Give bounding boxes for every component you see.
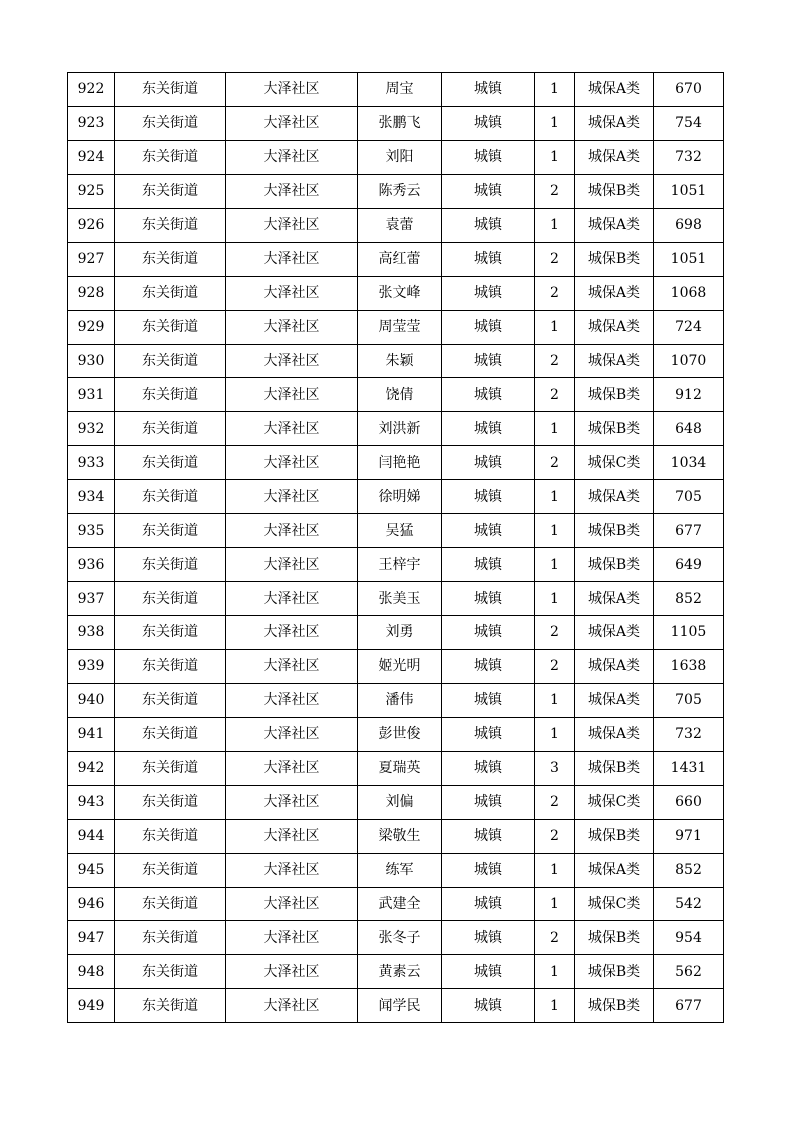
category-cell: 城保C类 xyxy=(575,887,654,921)
area-type-cell: 城镇 xyxy=(442,649,535,683)
category-cell: 城保B类 xyxy=(575,548,654,582)
area-type-cell: 城镇 xyxy=(442,174,535,208)
row-number: 948 xyxy=(68,955,115,989)
household-count-cell: 1 xyxy=(535,548,575,582)
row-number: 925 xyxy=(68,174,115,208)
table-row xyxy=(68,140,724,174)
row-number: 944 xyxy=(68,819,115,853)
name-cell: 武建全 xyxy=(358,887,442,921)
name-cell: 闻学民 xyxy=(358,989,442,1023)
street-cell: 东关街道 xyxy=(115,514,226,548)
table-row xyxy=(68,310,724,344)
category-cell: 城保A类 xyxy=(575,73,654,107)
community-cell: 大泽社区 xyxy=(226,480,358,514)
community-cell: 大泽社区 xyxy=(226,106,358,140)
household-count-cell: 2 xyxy=(535,446,575,480)
category-cell: 城保B类 xyxy=(575,819,654,853)
community-cell: 大泽社区 xyxy=(226,582,358,616)
name-cell: 张鹏飞 xyxy=(358,106,442,140)
table-row xyxy=(68,921,724,955)
household-count-cell: 1 xyxy=(535,73,575,107)
category-cell: 城保A类 xyxy=(575,276,654,310)
community-cell: 大泽社区 xyxy=(226,785,358,819)
household-count-cell: 1 xyxy=(535,989,575,1023)
community-cell: 大泽社区 xyxy=(226,819,358,853)
community-cell: 大泽社区 xyxy=(226,649,358,683)
household-count-cell: 1 xyxy=(535,412,575,446)
name-cell: 王梓宇 xyxy=(358,548,442,582)
amount-cell: 677 xyxy=(654,989,724,1023)
table-row xyxy=(68,582,724,616)
street-cell: 东关街道 xyxy=(115,751,226,785)
table-row xyxy=(68,751,724,785)
street-cell: 东关街道 xyxy=(115,955,226,989)
amount-cell: 732 xyxy=(654,140,724,174)
household-count-cell: 2 xyxy=(535,616,575,650)
category-cell: 城保A类 xyxy=(575,616,654,650)
household-count-cell: 2 xyxy=(535,276,575,310)
row-number: 935 xyxy=(68,514,115,548)
street-cell: 东关街道 xyxy=(115,582,226,616)
household-count-cell: 1 xyxy=(535,140,575,174)
amount-cell: 705 xyxy=(654,480,724,514)
street-cell: 东关街道 xyxy=(115,887,226,921)
area-type-cell: 城镇 xyxy=(442,412,535,446)
row-number: 949 xyxy=(68,989,115,1023)
community-cell: 大泽社区 xyxy=(226,921,358,955)
amount-cell: 648 xyxy=(654,412,724,446)
community-cell: 大泽社区 xyxy=(226,989,358,1023)
area-type-cell: 城镇 xyxy=(442,140,535,174)
community-cell: 大泽社区 xyxy=(226,242,358,276)
street-cell: 东关街道 xyxy=(115,378,226,412)
amount-cell: 677 xyxy=(654,514,724,548)
street-cell: 东关街道 xyxy=(115,106,226,140)
amount-cell: 562 xyxy=(654,955,724,989)
row-number: 928 xyxy=(68,276,115,310)
name-cell: 黄素云 xyxy=(358,955,442,989)
category-cell: 城保A类 xyxy=(575,140,654,174)
table-row xyxy=(68,378,724,412)
area-type-cell: 城镇 xyxy=(442,514,535,548)
household-count-cell: 1 xyxy=(535,887,575,921)
category-cell: 城保A类 xyxy=(575,208,654,242)
street-cell: 东关街道 xyxy=(115,208,226,242)
table-row xyxy=(68,785,724,819)
area-type-cell: 城镇 xyxy=(442,751,535,785)
name-cell: 彭世俊 xyxy=(358,717,442,751)
name-cell: 周莹莹 xyxy=(358,310,442,344)
table-row xyxy=(68,616,724,650)
street-cell: 东关街道 xyxy=(115,683,226,717)
name-cell: 周宝 xyxy=(358,73,442,107)
household-count-cell: 2 xyxy=(535,819,575,853)
table-row xyxy=(68,514,724,548)
name-cell: 梁敬生 xyxy=(358,819,442,853)
table-row xyxy=(68,649,724,683)
household-count-cell: 1 xyxy=(535,582,575,616)
street-cell: 东关街道 xyxy=(115,616,226,650)
community-cell: 大泽社区 xyxy=(226,887,358,921)
household-count-cell: 1 xyxy=(535,853,575,887)
name-cell: 高红蕾 xyxy=(358,242,442,276)
row-number: 933 xyxy=(68,446,115,480)
table-row xyxy=(68,548,724,582)
household-count-cell: 1 xyxy=(535,208,575,242)
table-row xyxy=(68,887,724,921)
row-number: 941 xyxy=(68,717,115,751)
household-count-cell: 2 xyxy=(535,344,575,378)
area-type-cell: 城镇 xyxy=(442,887,535,921)
amount-cell: 732 xyxy=(654,717,724,751)
community-cell: 大泽社区 xyxy=(226,140,358,174)
amount-cell: 954 xyxy=(654,921,724,955)
category-cell: 城保B类 xyxy=(575,514,654,548)
category-cell: 城保B类 xyxy=(575,989,654,1023)
category-cell: 城保A类 xyxy=(575,480,654,514)
street-cell: 东关街道 xyxy=(115,921,226,955)
amount-cell: 1034 xyxy=(654,446,724,480)
table-row xyxy=(68,819,724,853)
amount-cell: 724 xyxy=(654,310,724,344)
table-row xyxy=(68,106,724,140)
community-cell: 大泽社区 xyxy=(226,73,358,107)
household-count-cell: 3 xyxy=(535,751,575,785)
name-cell: 张文峰 xyxy=(358,276,442,310)
street-cell: 东关街道 xyxy=(115,344,226,378)
street-cell: 东关街道 xyxy=(115,73,226,107)
community-cell: 大泽社区 xyxy=(226,208,358,242)
table-row xyxy=(68,717,724,751)
street-cell: 东关街道 xyxy=(115,242,226,276)
row-number: 929 xyxy=(68,310,115,344)
area-type-cell: 城镇 xyxy=(442,819,535,853)
household-count-cell: 2 xyxy=(535,785,575,819)
row-number: 924 xyxy=(68,140,115,174)
amount-cell: 660 xyxy=(654,785,724,819)
household-count-cell: 1 xyxy=(535,683,575,717)
row-number: 930 xyxy=(68,344,115,378)
community-cell: 大泽社区 xyxy=(226,310,358,344)
community-cell: 大泽社区 xyxy=(226,446,358,480)
amount-cell: 1051 xyxy=(654,242,724,276)
amount-cell: 649 xyxy=(654,548,724,582)
community-cell: 大泽社区 xyxy=(226,955,358,989)
category-cell: 城保A类 xyxy=(575,683,654,717)
table-row xyxy=(68,446,724,480)
name-cell: 潘伟 xyxy=(358,683,442,717)
row-number: 940 xyxy=(68,683,115,717)
row-number: 932 xyxy=(68,412,115,446)
area-type-cell: 城镇 xyxy=(442,344,535,378)
amount-cell: 705 xyxy=(654,683,724,717)
household-count-cell: 2 xyxy=(535,378,575,412)
community-cell: 大泽社区 xyxy=(226,514,358,548)
row-number: 934 xyxy=(68,480,115,514)
area-type-cell: 城镇 xyxy=(442,106,535,140)
name-cell: 闫艳艳 xyxy=(358,446,442,480)
category-cell: 城保B类 xyxy=(575,174,654,208)
area-type-cell: 城镇 xyxy=(442,446,535,480)
area-type-cell: 城镇 xyxy=(442,853,535,887)
table-row xyxy=(68,276,724,310)
community-cell: 大泽社区 xyxy=(226,276,358,310)
table-row xyxy=(68,242,724,276)
street-cell: 东关街道 xyxy=(115,140,226,174)
category-cell: 城保B类 xyxy=(575,955,654,989)
category-cell: 城保B类 xyxy=(575,412,654,446)
table-row xyxy=(68,683,724,717)
table-row xyxy=(68,412,724,446)
street-cell: 东关街道 xyxy=(115,548,226,582)
row-number: 942 xyxy=(68,751,115,785)
category-cell: 城保A类 xyxy=(575,344,654,378)
community-cell: 大泽社区 xyxy=(226,717,358,751)
amount-cell: 698 xyxy=(654,208,724,242)
street-cell: 东关街道 xyxy=(115,785,226,819)
street-cell: 东关街道 xyxy=(115,989,226,1023)
area-type-cell: 城镇 xyxy=(442,276,535,310)
name-cell: 朱颖 xyxy=(358,344,442,378)
area-type-cell: 城镇 xyxy=(442,73,535,107)
row-number: 945 xyxy=(68,853,115,887)
amount-cell: 852 xyxy=(654,853,724,887)
table-row xyxy=(68,208,724,242)
row-number: 943 xyxy=(68,785,115,819)
community-cell: 大泽社区 xyxy=(226,683,358,717)
category-cell: 城保C类 xyxy=(575,785,654,819)
row-number: 931 xyxy=(68,378,115,412)
name-cell: 徐明娣 xyxy=(358,480,442,514)
household-count-cell: 1 xyxy=(535,717,575,751)
amount-cell: 971 xyxy=(654,819,724,853)
amount-cell: 542 xyxy=(654,887,724,921)
street-cell: 东关街道 xyxy=(115,819,226,853)
row-number: 938 xyxy=(68,616,115,650)
area-type-cell: 城镇 xyxy=(442,480,535,514)
street-cell: 东关街道 xyxy=(115,276,226,310)
household-count-cell: 2 xyxy=(535,174,575,208)
name-cell: 刘偏 xyxy=(358,785,442,819)
household-count-cell: 2 xyxy=(535,242,575,276)
street-cell: 东关街道 xyxy=(115,446,226,480)
street-cell: 东关街道 xyxy=(115,412,226,446)
amount-cell: 1070 xyxy=(654,344,724,378)
household-count-cell: 2 xyxy=(535,921,575,955)
row-number: 936 xyxy=(68,548,115,582)
community-cell: 大泽社区 xyxy=(226,853,358,887)
category-cell: 城保B类 xyxy=(575,921,654,955)
category-cell: 城保A类 xyxy=(575,853,654,887)
table-row xyxy=(68,955,724,989)
community-cell: 大泽社区 xyxy=(226,616,358,650)
name-cell: 张冬子 xyxy=(358,921,442,955)
street-cell: 东关街道 xyxy=(115,174,226,208)
street-cell: 东关街道 xyxy=(115,480,226,514)
area-type-cell: 城镇 xyxy=(442,921,535,955)
category-cell: 城保A类 xyxy=(575,649,654,683)
row-number: 946 xyxy=(68,887,115,921)
category-cell: 城保C类 xyxy=(575,446,654,480)
area-type-cell: 城镇 xyxy=(442,785,535,819)
area-type-cell: 城镇 xyxy=(442,208,535,242)
name-cell: 吴猛 xyxy=(358,514,442,548)
area-type-cell: 城镇 xyxy=(442,616,535,650)
amount-cell: 1431 xyxy=(654,751,724,785)
table-row xyxy=(68,989,724,1023)
name-cell: 刘勇 xyxy=(358,616,442,650)
row-number: 926 xyxy=(68,208,115,242)
amount-cell: 1105 xyxy=(654,616,724,650)
household-count-cell: 2 xyxy=(535,649,575,683)
area-type-cell: 城镇 xyxy=(442,989,535,1023)
amount-cell: 754 xyxy=(654,106,724,140)
category-cell: 城保A类 xyxy=(575,582,654,616)
area-type-cell: 城镇 xyxy=(442,683,535,717)
area-type-cell: 城镇 xyxy=(442,955,535,989)
amount-cell: 912 xyxy=(654,378,724,412)
category-cell: 城保A类 xyxy=(575,106,654,140)
name-cell: 夏瑞英 xyxy=(358,751,442,785)
community-cell: 大泽社区 xyxy=(226,548,358,582)
household-count-cell: 1 xyxy=(535,106,575,140)
area-type-cell: 城镇 xyxy=(442,717,535,751)
area-type-cell: 城镇 xyxy=(442,310,535,344)
name-cell: 饶倩 xyxy=(358,378,442,412)
area-type-cell: 城镇 xyxy=(442,548,535,582)
category-cell: 城保A类 xyxy=(575,310,654,344)
name-cell: 刘阳 xyxy=(358,140,442,174)
table-row xyxy=(68,480,724,514)
area-type-cell: 城镇 xyxy=(442,378,535,412)
community-cell: 大泽社区 xyxy=(226,412,358,446)
community-cell: 大泽社区 xyxy=(226,751,358,785)
area-type-cell: 城镇 xyxy=(442,242,535,276)
amount-cell: 852 xyxy=(654,582,724,616)
row-number: 922 xyxy=(68,73,115,107)
name-cell: 刘洪新 xyxy=(358,412,442,446)
table-row xyxy=(68,853,724,887)
street-cell: 东关街道 xyxy=(115,853,226,887)
household-count-cell: 1 xyxy=(535,480,575,514)
community-cell: 大泽社区 xyxy=(226,344,358,378)
community-cell: 大泽社区 xyxy=(226,174,358,208)
area-type-cell: 城镇 xyxy=(442,582,535,616)
name-cell: 练军 xyxy=(358,853,442,887)
category-cell: 城保B类 xyxy=(575,378,654,412)
amount-cell: 1068 xyxy=(654,276,724,310)
street-cell: 东关街道 xyxy=(115,310,226,344)
household-count-cell: 1 xyxy=(535,514,575,548)
category-cell: 城保B类 xyxy=(575,751,654,785)
name-cell: 袁蕾 xyxy=(358,208,442,242)
table-row xyxy=(68,73,724,107)
row-number: 947 xyxy=(68,921,115,955)
amount-cell: 1051 xyxy=(654,174,724,208)
row-number: 939 xyxy=(68,649,115,683)
table-body xyxy=(68,73,724,1023)
row-number: 923 xyxy=(68,106,115,140)
community-cell: 大泽社区 xyxy=(226,378,358,412)
street-cell: 东关街道 xyxy=(115,717,226,751)
amount-cell: 1638 xyxy=(654,649,724,683)
row-number: 927 xyxy=(68,242,115,276)
row-number: 937 xyxy=(68,582,115,616)
category-cell: 城保B类 xyxy=(575,242,654,276)
household-count-cell: 1 xyxy=(535,955,575,989)
table-row xyxy=(68,174,724,208)
table-row xyxy=(68,344,724,378)
household-count-cell: 1 xyxy=(535,310,575,344)
name-cell: 张美玉 xyxy=(358,582,442,616)
category-cell: 城保A类 xyxy=(575,717,654,751)
records-table xyxy=(67,72,724,1023)
amount-cell: 670 xyxy=(654,73,724,107)
street-cell: 东关街道 xyxy=(115,649,226,683)
name-cell: 陈秀云 xyxy=(358,174,442,208)
name-cell: 姬光明 xyxy=(358,649,442,683)
